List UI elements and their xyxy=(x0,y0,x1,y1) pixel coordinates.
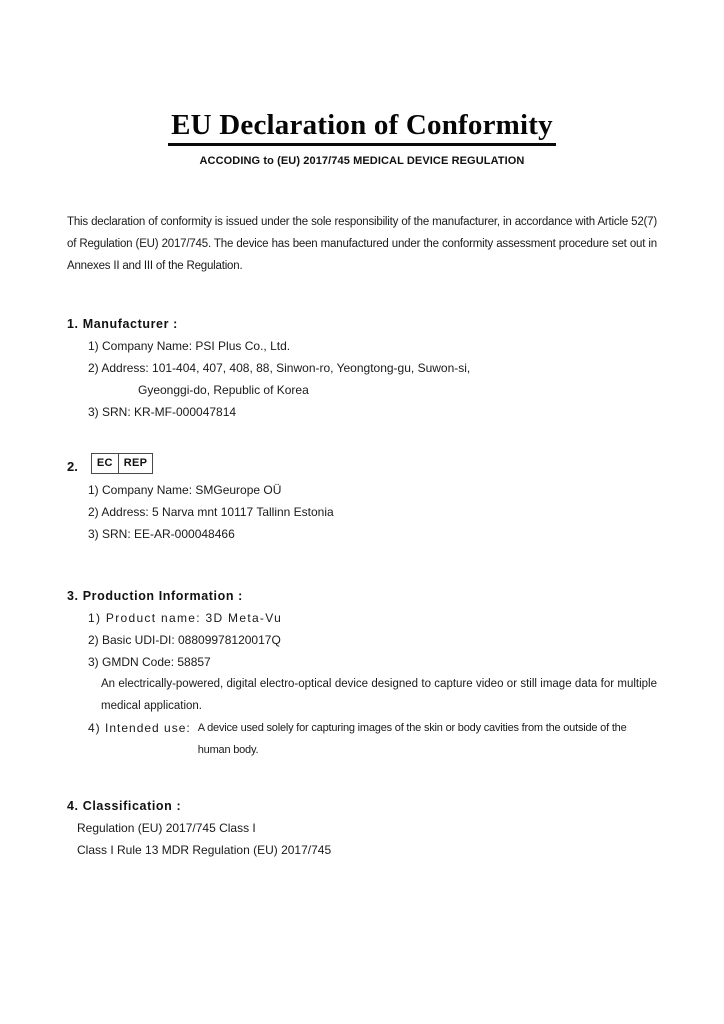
ec-rep-symbol-rep-label: REP xyxy=(118,454,153,473)
section-authorized-representative xyxy=(67,453,657,545)
rep-srn: 3) SRN: EE-AR-000048466 xyxy=(88,527,235,541)
section-production-items xyxy=(67,607,657,761)
manufacturer-address-line1: 2) Address: 101-404, 407, 408, 88, Sinwon-ro, Yeongtong-gu, Suwon-si, xyxy=(88,361,471,375)
section-manufacturer-heading: 1. Manufacturer : xyxy=(67,317,178,331)
section-manufacturer xyxy=(67,313,657,423)
rep-address: 2) Address: 5 Narva mnt 10117 Tallinn Estonia xyxy=(88,505,334,519)
ec-rep-symbol-icon xyxy=(91,453,153,474)
manufacturer-srn: 3) SRN: KR-MF-000047814 xyxy=(88,405,237,419)
section-authorized-representative-items xyxy=(67,479,657,545)
production-product-name: 1) Product name: 3D Meta-Vu xyxy=(88,611,283,625)
production-basic-udi: 2) Basic UDI-DI: 08809978120017Q xyxy=(88,633,281,647)
document-title: EU Declaration of Conformity xyxy=(168,108,556,146)
ec-rep-symbol-ec-label: EC xyxy=(96,457,113,469)
intro-paragraph: This declaration of conformity is issued under the sole responsibility of the manufacturer, in accordance with Article 52(7) of Regulation (EU) 2017/745. The device has been manufactured under the conformity assessment procedure set out in Annexes II and III of the Regulation. xyxy=(67,216,657,272)
production-gmdn-code: 3) GMDN Code: 58857 xyxy=(88,655,211,669)
classification-rule: Class I Rule 13 MDR Regulation (EU) 2017/745 xyxy=(77,843,332,857)
section-manufacturer-items xyxy=(67,335,657,423)
manufacturer-address-line2: Gyeonggi-do, Republic of Korea xyxy=(138,383,309,397)
section-classification-heading: 4. Classification : xyxy=(67,799,182,813)
section-production-information xyxy=(67,585,657,761)
classification-regulation-class: Regulation (EU) 2017/745 Class I xyxy=(77,821,256,835)
manufacturer-company-name: 1) Company Name: PSI Plus Co., Ltd. xyxy=(88,339,291,353)
production-intended-use-row xyxy=(88,717,657,761)
section-production-heading: 3. Production Information : xyxy=(67,589,243,603)
document-subtitle: ACCODING to (EU) 2017/745 MEDICAL DEVICE REGULATION xyxy=(199,155,525,167)
section-classification-items xyxy=(67,817,657,861)
production-gmdn-description: An electrically-powered, digital electro-optical device designed to capture video or still image data for multiple medical application. xyxy=(101,678,657,712)
production-intended-use-label: 4) Intended use: xyxy=(88,721,191,735)
section-number: 2. xyxy=(67,459,78,474)
section-classification xyxy=(67,795,657,861)
production-intended-use-text: A device used solely for capturing images of the skin or body cavities from the outside of the human body. xyxy=(197,722,627,756)
rep-company-name: 1) Company Name: SMGeurope OÜ xyxy=(88,483,282,497)
title-wrap xyxy=(67,108,657,146)
ec-rep-heading-row xyxy=(67,453,657,474)
